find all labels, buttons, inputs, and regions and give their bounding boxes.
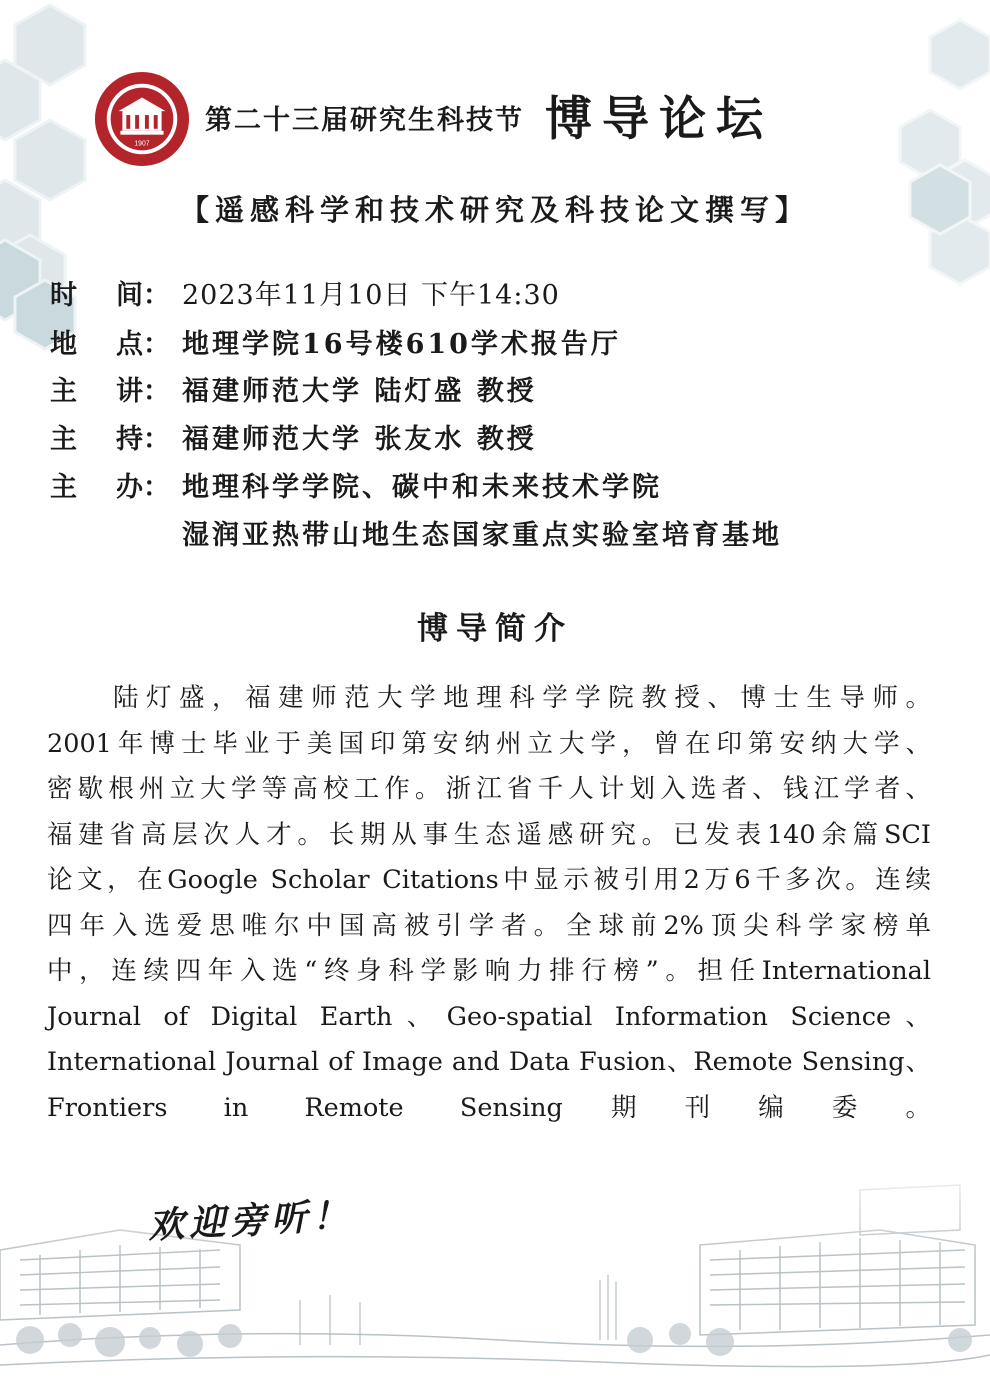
- bio-paragraph: [47, 676, 931, 1131]
- campus-sketch-illustration: [0, 1150, 990, 1385]
- bio-line: 2001年博士毕业于美国印第安纳州立大学，曾在印第安纳大学、: [47, 728, 931, 759]
- bio-line: 密歇根州立大学等高校工作。浙江省千人计划入选者、钱江学者、: [47, 774, 931, 804]
- lecture-subject: 【遥感科学和技术研究及科技论文撰写】: [179, 193, 810, 227]
- info-value: 福建师范大学 张友水 教授: [182, 424, 537, 455]
- info-value: 地理学院16号楼610学术报告厅: [182, 329, 621, 360]
- info-label: 间：: [116, 280, 170, 311]
- logo-year: 1907: [134, 140, 150, 148]
- info-label: 主: [50, 424, 77, 455]
- info-label: 讲：: [116, 376, 170, 407]
- info-label: 时: [50, 280, 77, 311]
- forum-title: 博导论坛: [545, 92, 773, 147]
- info-label: 持：: [116, 424, 170, 455]
- info-value: 地理科学学院、碳中和未来技术学院: [182, 472, 662, 503]
- info-value: 2023年11月10日 下午14:30: [182, 280, 560, 311]
- info-value: 福建师范大学 陆灯盛 教授: [182, 376, 537, 407]
- bio-line: 四年入选爱思唯尔中国高被引学者。全球前2%顶尖科学家榜单: [47, 910, 931, 941]
- bio-line: Journal of Digital Earth、Geo-spatial Information Science、: [47, 1001, 931, 1032]
- info-label: 主: [50, 472, 77, 503]
- info-label: 办：: [116, 472, 170, 503]
- welcome-message: 欢迎旁听！: [147, 1194, 354, 1247]
- info-label: 主: [50, 376, 77, 407]
- info-label: 地: [50, 329, 77, 360]
- bio-line: 中，连续四年入选“终身科学影响力排行榜”。担任International: [47, 956, 931, 986]
- bio-line: 论文，在Google Scholar Citations中显示被引用2万6千多次。连续: [47, 865, 931, 895]
- university-seal-icon: [93, 70, 191, 168]
- bio-line: International Journal of Image and Data Fusion、Remote Sensing、: [47, 1047, 931, 1077]
- info-label: 点：: [116, 329, 170, 360]
- bio-line: 陆灯盛，福建师范大学地理科学学院教授、博士生导师。: [113, 683, 931, 713]
- festival-title: 第二十三届研究生科技节: [205, 105, 524, 136]
- bio-heading: 博导简介: [417, 611, 573, 647]
- bio-line: Frontiers in Remote Sensing期刊编委。: [47, 1092, 931, 1123]
- info-organizer-extra: 湿润亚热带山地生态国家重点实验室培育基地: [182, 520, 782, 551]
- bio-line: 福建省高层次人才。长期从事生态遥感研究。已发表140余篇SCI: [47, 819, 931, 850]
